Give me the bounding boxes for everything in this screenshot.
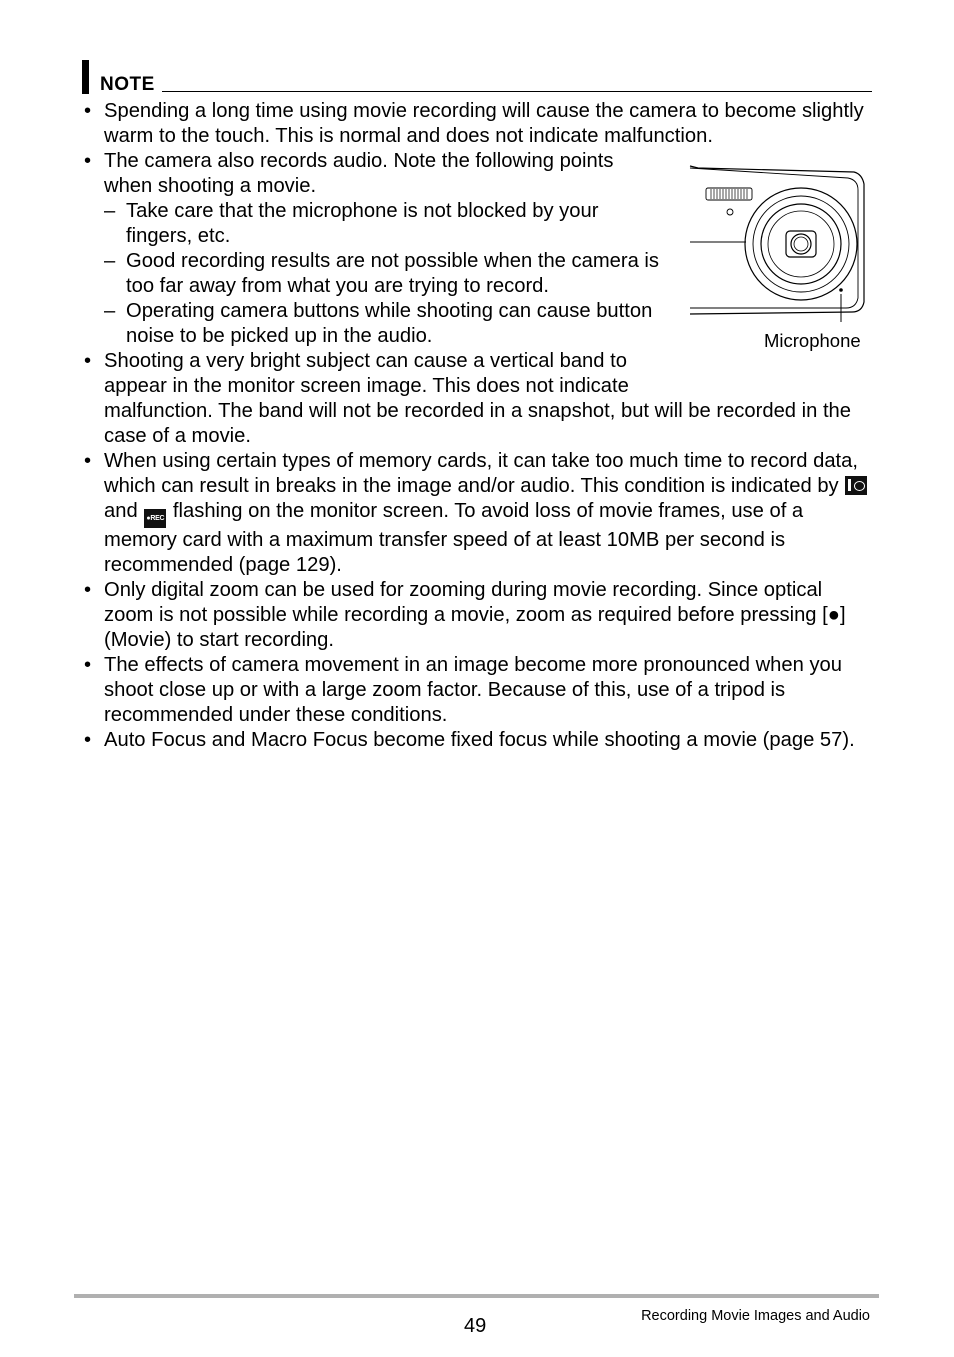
note-header bbox=[82, 60, 872, 94]
memory-card-icon bbox=[845, 476, 867, 495]
note-label: NOTE bbox=[100, 74, 155, 95]
bullet-mark: • bbox=[84, 450, 92, 472]
footer-section-title: Recording Movie Images and Audio bbox=[641, 1308, 870, 1324]
dash-mark: – bbox=[104, 300, 116, 322]
movie-button-symbol: ● bbox=[827, 604, 840, 626]
bullet-mark: • bbox=[84, 729, 92, 751]
list-item bbox=[84, 349, 874, 449]
note-rule bbox=[162, 91, 872, 92]
sub-list-item bbox=[104, 199, 666, 249]
bullet-text: Only digital zoom can be used for zooming during movie recording. Since optical zoom is not possible while recording a movie, zoom as required before pressing [ bbox=[104, 579, 828, 626]
bullet-text: The effects of camera movement in an image become more pronounced when you shoot close up or with a large zoom factor. Because of this, use of a tripod is recommended under these conditions. bbox=[104, 654, 842, 726]
bullet-mark: • bbox=[84, 654, 92, 676]
bullet-mark: • bbox=[84, 350, 92, 372]
rec-icon: ●REC bbox=[144, 509, 166, 528]
bullet-mark: • bbox=[84, 579, 92, 601]
dash-mark: – bbox=[104, 250, 116, 272]
list-item bbox=[84, 578, 874, 653]
bullet-text-continued: flashing on the monitor screen. To avoid loss of movie frames, use of a memory card with a maximum transfer speed of at least 10MB per second is recommended (page 129). bbox=[104, 500, 804, 576]
list-item bbox=[84, 449, 874, 578]
page-number: 49 bbox=[464, 1315, 487, 1337]
note-bar bbox=[82, 60, 89, 94]
note-body bbox=[84, 99, 874, 753]
bullet-text-continued: malfunction. The band will not be recorded in a snapshot, but will be recorded in the case of a movie. bbox=[104, 400, 852, 447]
bullet-mark: • bbox=[84, 150, 92, 172]
bullet-text: When using certain types of memory cards, it can take too much time to record data, which can result in breaks in the image and/or audio. This condition is indicated by bbox=[104, 450, 859, 497]
sub-item-text: Take care that the microphone is not blocked by your fingers, etc. bbox=[126, 200, 599, 247]
microphone-caption: Microphone bbox=[764, 330, 861, 351]
list-item bbox=[84, 653, 874, 728]
dash-mark: – bbox=[104, 200, 116, 222]
sub-list-item bbox=[104, 249, 666, 299]
list-item bbox=[84, 149, 664, 349]
list-item bbox=[84, 728, 874, 753]
footer-rule bbox=[74, 1294, 879, 1298]
sub-item-text: Operating camera buttons while shooting can cause button noise to be picked up in the audio. bbox=[126, 300, 653, 347]
list-item bbox=[84, 99, 874, 149]
sub-list-item bbox=[104, 299, 666, 349]
bullet-text: The camera also records audio. Note the following points when shooting a movie. bbox=[104, 150, 614, 197]
bullet-text: Spending a long time using movie recording will cause the camera to become slightly warm to the touch. This is normal and does not indicate malfunction. bbox=[104, 100, 864, 147]
bullet-text-continued: ] (Movie) to start recording. bbox=[104, 604, 846, 651]
bullet-text-and: and bbox=[104, 500, 138, 522]
bullet-text: Auto Focus and Macro Focus become fixed focus while shooting a movie (page 57). bbox=[104, 729, 855, 751]
bullet-mark: • bbox=[84, 100, 92, 122]
sub-item-text: Good recording results are not possible when the camera is too far away from what you are trying to record. bbox=[126, 250, 660, 297]
bullet-text: Shooting a very bright subject can cause a vertical band to appear in the monitor screen image. This does not indicate bbox=[104, 350, 629, 397]
